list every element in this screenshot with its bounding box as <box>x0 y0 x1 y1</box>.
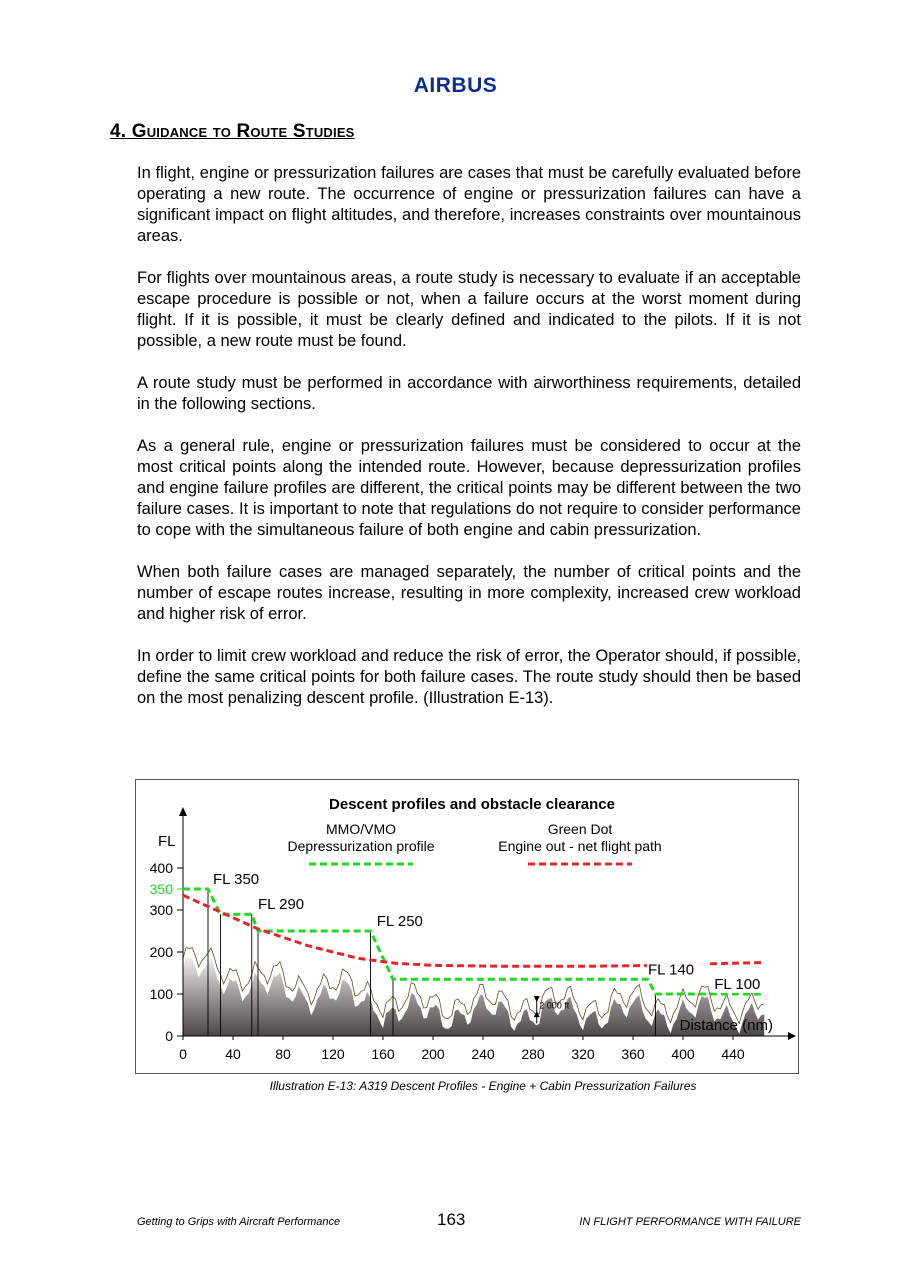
x-tick-label: 40 <box>225 1046 241 1062</box>
y-axis-label: FL <box>158 833 176 850</box>
x-tick-label: 120 <box>321 1046 345 1062</box>
x-tick-label: 0 <box>179 1046 187 1062</box>
legend-name-line2: Engine out - net flight path <box>498 838 662 854</box>
x-tick-label: 280 <box>521 1046 545 1062</box>
paragraph: A route study must be performed in accordance with airworthiness requirements, detailed in the following sections. <box>137 374 801 413</box>
footer-document-title: Getting to Grips with Aircraft Performance <box>137 1216 341 1228</box>
paragraph: As a general rule, engine or pressurization failures must be considered to occur at the most critical points along the intended route. However, because depressurization profiles and engine failure profiles are different, the critical points may be different between the two failure cases. It is important to note that regulations do not require to consider performance to cope with the simultaneous failure of both engine and cabin pressurization. <box>137 437 801 539</box>
y-tick-label: 0 <box>165 1028 173 1044</box>
descent-profile-figure <box>135 779 799 1074</box>
y-tick-label: 200 <box>149 944 173 960</box>
x-tick-label: 200 <box>421 1046 445 1062</box>
x-tick-label: 400 <box>671 1046 695 1062</box>
y-tick-label-highlight: 350 <box>149 881 173 897</box>
x-tick-label: 240 <box>471 1046 495 1062</box>
flight-level-label: FL 140 <box>648 961 695 979</box>
flight-level-label: FL 350 <box>213 871 260 888</box>
y-tick-label: 400 <box>149 860 173 876</box>
x-tick-label: 320 <box>571 1046 595 1062</box>
y-tick-label: 300 <box>149 902 173 918</box>
x-tick-label: 360 <box>621 1046 645 1062</box>
flight-level-label: FL 100 <box>714 976 761 993</box>
x-axis-label: Distance (nm) <box>679 1017 773 1034</box>
y-tick-label: 100 <box>149 986 173 1002</box>
legend-name-line2: Depressurization profile <box>287 838 435 854</box>
clearance-label: 2 000 ft <box>539 1000 570 1011</box>
page-footer <box>137 1210 801 1232</box>
paragraph: In order to limit crew workload and reduce the risk of error, the Operator should, if possible, define the same critical points for both failure cases. The route study should then be based on the most penalizing descent profile. (Illustration E-13). <box>137 647 801 707</box>
legend-name: Green Dot <box>547 821 613 837</box>
y-axis-arrow <box>179 807 187 816</box>
section-heading: 4. Guidance to Route Studies <box>110 121 355 142</box>
x-axis-arrow <box>788 1032 796 1040</box>
footer-chapter-title: IN FLIGHT PERFORMANCE WITH FAILURE <box>579 1216 801 1228</box>
paragraph: For flights over mountainous areas, a route study is necessary to evaluate if an acceptable escape procedure is possible or not, when a failure occurs at the worst moment during flight. If it is possible, it must be clearly defined and indicated to the pilots. If it is not possible, a new route must be found. <box>137 269 801 350</box>
airbus-logo: AIRBUS <box>413 74 498 97</box>
flight-level-label: FL 250 <box>376 913 423 930</box>
page-number: 163 <box>437 1210 466 1229</box>
paragraph: In flight, engine or pressurization failures are cases that must be carefully evaluated before operating a new route. The occurrence of engine or pressurization failures can have a significant impact on flight altitudes, and therefore, increases constraints over mountainous areas. <box>137 164 801 245</box>
x-tick-label: 160 <box>371 1046 395 1062</box>
figure-caption: Illustration E-13: A319 Descent Profiles - Engine + Cabin Pressurization Failures <box>269 1079 697 1093</box>
chart-title: Descent profiles and obstacle clearance <box>329 796 615 813</box>
x-tick-label: 440 <box>721 1046 745 1062</box>
flight-level-label: FL 290 <box>258 896 305 914</box>
clearance-marker-arrow-up <box>534 1011 540 1017</box>
descent-profile-chart <box>136 780 798 1073</box>
body-text <box>137 163 801 730</box>
legend-name: MMO/VMO <box>326 821 396 837</box>
paragraph: When both failure cases are managed separately, the number of critical points and the number of escape routes increase, resulting in more complexity, increased crew workload and higher risk of error. <box>137 563 801 623</box>
x-tick-label: 80 <box>275 1046 291 1062</box>
